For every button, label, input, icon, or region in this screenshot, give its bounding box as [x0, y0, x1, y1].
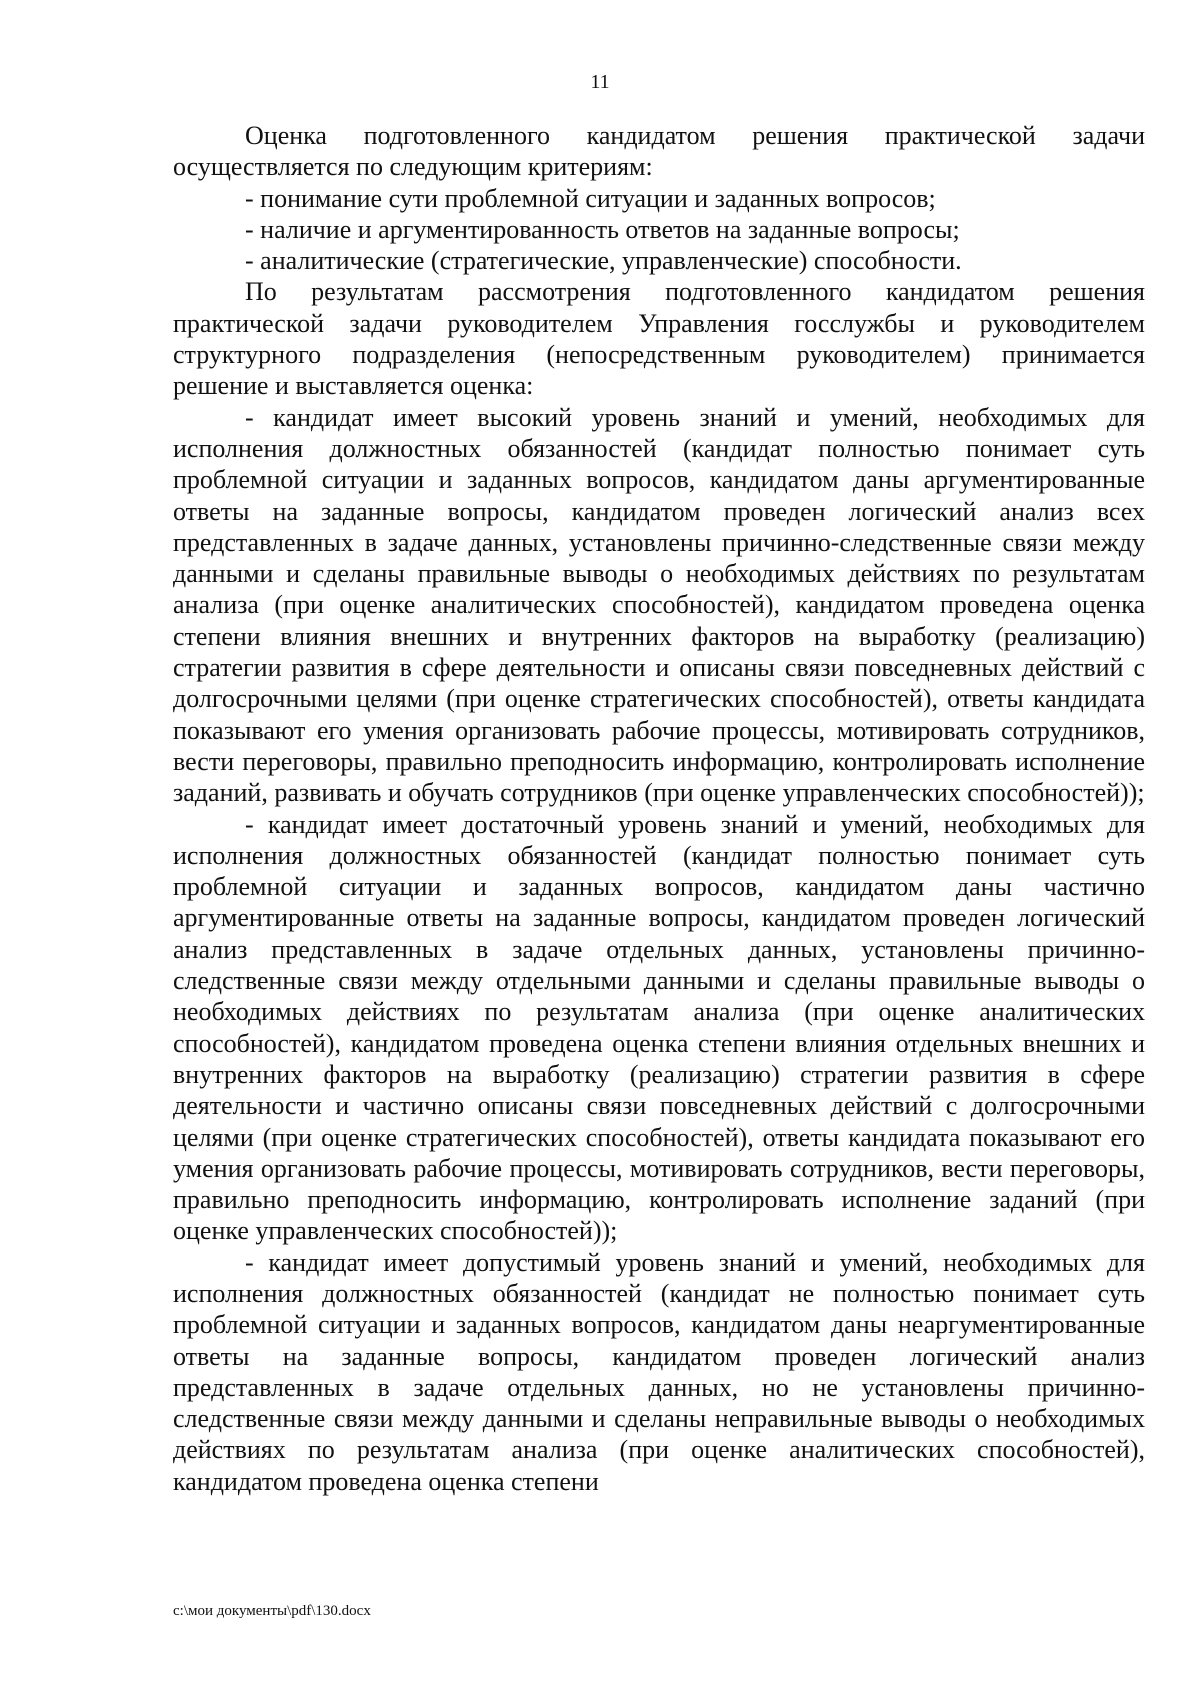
grade-acceptable-level: - кандидат имеет допустимый уровень знаний и умений, необходимых для исполнения должностных обязанностей (кандидат не полностью понимает суть проблемной ситуации и заданных вопросов, кандидатом даны неаргументированные ответы на заданные вопросы, кандидатом проведен логический анализ представленных в задаче отдельных данных, но не установлены причинно-следственные связи между данными и сделаны неправильные выводы о необходимых действиях по результатам анализа (при оценке аналитических способностей), кандидатом проведена оценка степени: [173, 1247, 1145, 1496]
criteria-item-abilities: - аналитические (стратегические, управленческие) способности.: [245, 246, 962, 276]
grade-sufficient-level: - кандидат имеет достаточный уровень знаний и умений, необходимых для исполнения должностных обязанностей (кандидат полностью понимает суть проблемной ситуации и заданных вопросов, кандидатом даны частично аргументированные ответы на заданные вопросы, кандидатом проведен логический анализ представленных в задаче отдельных данных, установлены причинно-следственные связи между отдельными данными и сделаны правильные выводы о необходимых действиях по результатам анализа (при оценке аналитических способностей), кандидатом проведена оценка степени влияния отдельных внешних и внутренних факторов на выработку (реализацию) стратегии развития в сфере деятельности и частично описаны связи повседневных действий с долгосрочными целями (при оценке стратегических способностей), ответы кандидата показывают его умения организовать рабочие процессы, мотивировать сотрудников, вести переговоры, правильно преподносить информацию, контролировать исполнение заданий (при оценке управленческих способностей));: [173, 809, 1145, 1246]
footer-file-path: c:\мои документы\pdf\130.docx: [173, 1603, 371, 1619]
grade-high-level: - кандидат имеет высокий уровень знаний и умений, необходимых для исполнения должностных обязанностей (кандидат полностью понимает суть проблемной ситуации и заданных вопросов, кандидатом даны аргументированные ответы на заданные вопросы, кандидатом проведен логический анализ всех представленных в задаче данных, установлены причинно-следственные связи между данными и сделаны правильные выводы о необходимых действиях по результатам анализа (при оценке аналитических способностей), кандидатом проведена оценка степени влияния внешних и внутренних факторов на выработку (реализацию) стратегии развития в сфере деятельности и описаны связи повседневных действий с долгосрочными целями (при оценке стратегических способностей), ответы кандидата показывают его умения организовать рабочие процессы, мотивировать сотрудников, вести переговоры, правильно преподносить информацию, контролировать исполнение заданий, развивать и обучать сотрудников (при оценке управленческих способностей));: [173, 402, 1145, 808]
paragraph-criteria-intro: Оценка подготовленного кандидатом решения практической задачи осуществляется по следующим критериям:: [173, 121, 1145, 182]
criteria-item-argumentation: - наличие и аргументированность ответов на заданные вопросы;: [245, 214, 960, 244]
document-body: [173, 120, 1145, 1497]
page-number: 11: [590, 71, 610, 93]
paragraph-decision-intro: По результатам рассмотрения подготовленного кандидатом решения практической задачи руководителем Управления госслужбы и руководителем структурного подразделения (непосредственным руководителем) принимается решение и выставляется оценка:: [173, 277, 1145, 401]
criteria-item-understanding: - понимание сути проблемной ситуации и заданных вопросов;: [245, 183, 936, 213]
